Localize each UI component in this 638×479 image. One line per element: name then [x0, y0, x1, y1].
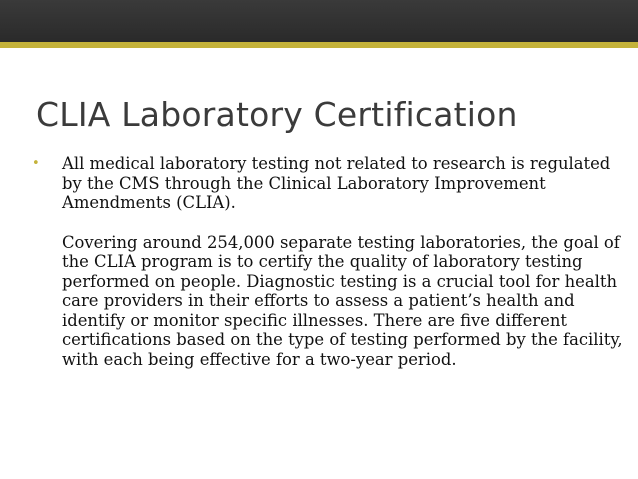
body-paragraph-1: All medical laboratory testing not related to research is regulated by the CMS through the Clinical Laboratory Improvement Amendments (CLIA).	[62, 154, 611, 212]
header-band	[0, 0, 638, 42]
slide-body	[32, 154, 632, 369]
slide-title: CLIA Laboratory Certification	[36, 95, 518, 134]
accent-bar	[0, 42, 638, 48]
body-paragraph-2: Covering around 254,000 separate testing laboratories, the goal of the CLIA program is to certify the quality of laboratory testing performed on people. Diagnostic testing is a crucial tool for health care providers in their efforts to assess a patient’s health and identify or monitor specific illnesses. There are five different certifications based on the type of testing performed by the facility, with each being effective for a two-year period.	[62, 232, 623, 369]
bullet-icon: •	[32, 156, 40, 171]
